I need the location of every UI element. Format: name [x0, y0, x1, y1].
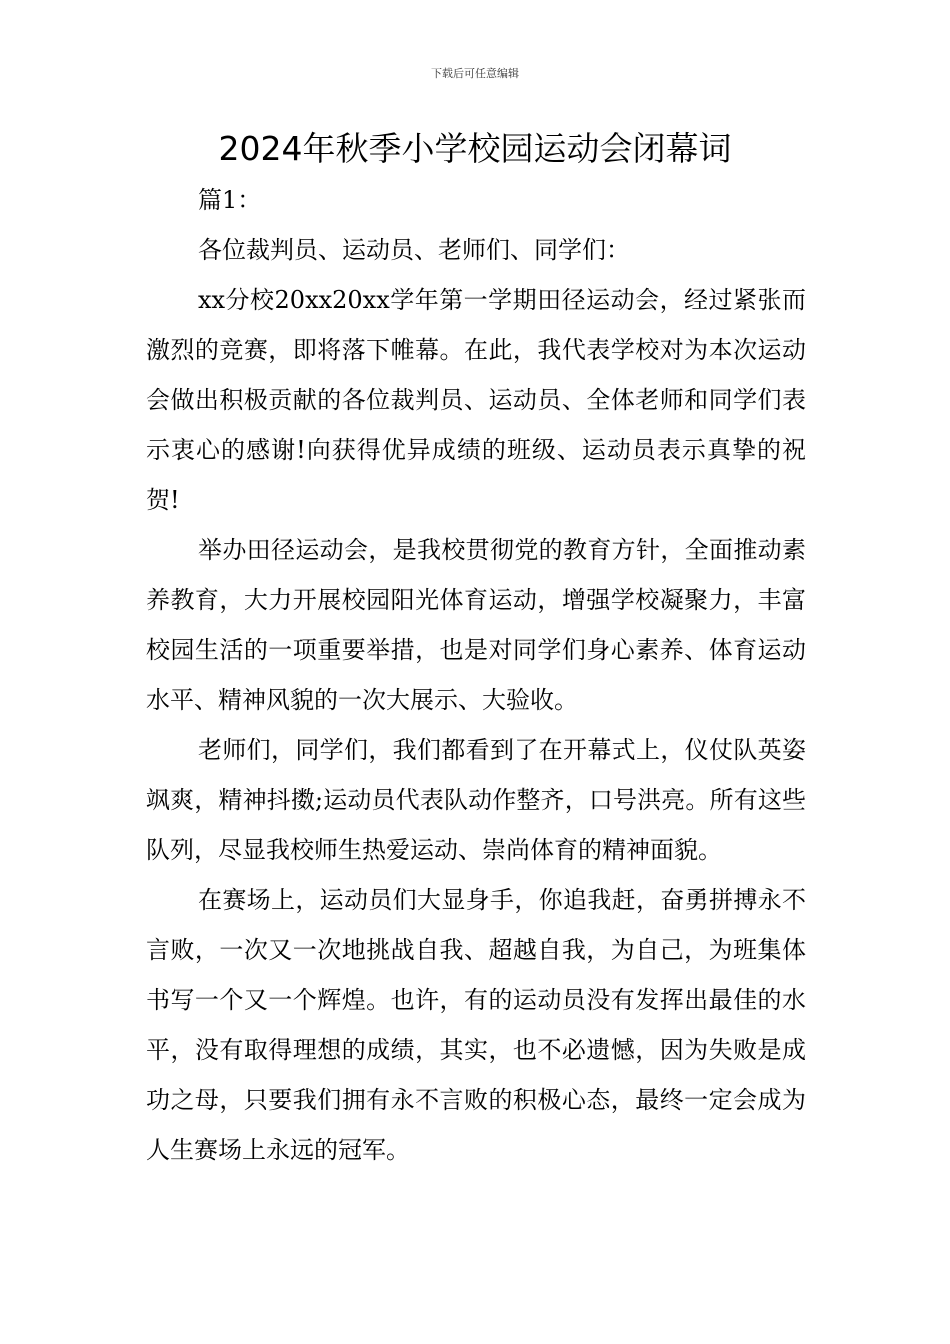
- body-paragraph: 老师们，同学们，我们都看到了在开幕式上，仪仗队英姿飒爽，精神抖擞;运动员代表队动作整齐，口号洪亮。所有这些队列，尽显我校师生热爱运动、崇尚体育的精神面貌。: [146, 736, 806, 864]
- body-paragraph: xx分校20xx20xx学年第一学期田径运动会，经过紧张而激烈的竞赛，即将落下帷幕。在此，我代表学校对为本次运动会做出积极贡献的各位裁判员、运动员、全体老师和同学们表示衷心的感谢!向获得优异成绩的班级、运动员表示真挚的祝贺!: [146, 286, 806, 514]
- header-note: 下载后可任意编辑: [431, 67, 519, 80]
- section-label: 篇1：: [198, 186, 262, 214]
- body-paragraph: 举办田径运动会，是我校贯彻党的教育方针，全面推动素养教育，大力开展校园阳光体育运动，增强学校凝聚力，丰富校园生活的一项重要举措，也是对同学们身心素养、体育运动水平、精神风貌的一次大展示、大验收。: [146, 536, 806, 714]
- document-body: [146, 175, 806, 1175]
- document-title: 2024年秋季小学校园运动会闭幕词: [218, 129, 732, 168]
- body-paragraph: 在赛场上，运动员们大显身手，你追我赶，奋勇拼搏永不言败，一次又一次地挑战自我、超越自我，为自己，为班集体书写一个又一个辉煌。也许，有的运动员没有发挥出最佳的水平，没有取得理想的成绩，其实，也不必遗憾，因为失败是成功之母，只要我们拥有永不言败的积极心态，最终一定会成为人生赛场上永远的冠军。: [146, 886, 806, 1164]
- salutation: 各位裁判员、运动员、老师们、同学们：: [198, 236, 630, 264]
